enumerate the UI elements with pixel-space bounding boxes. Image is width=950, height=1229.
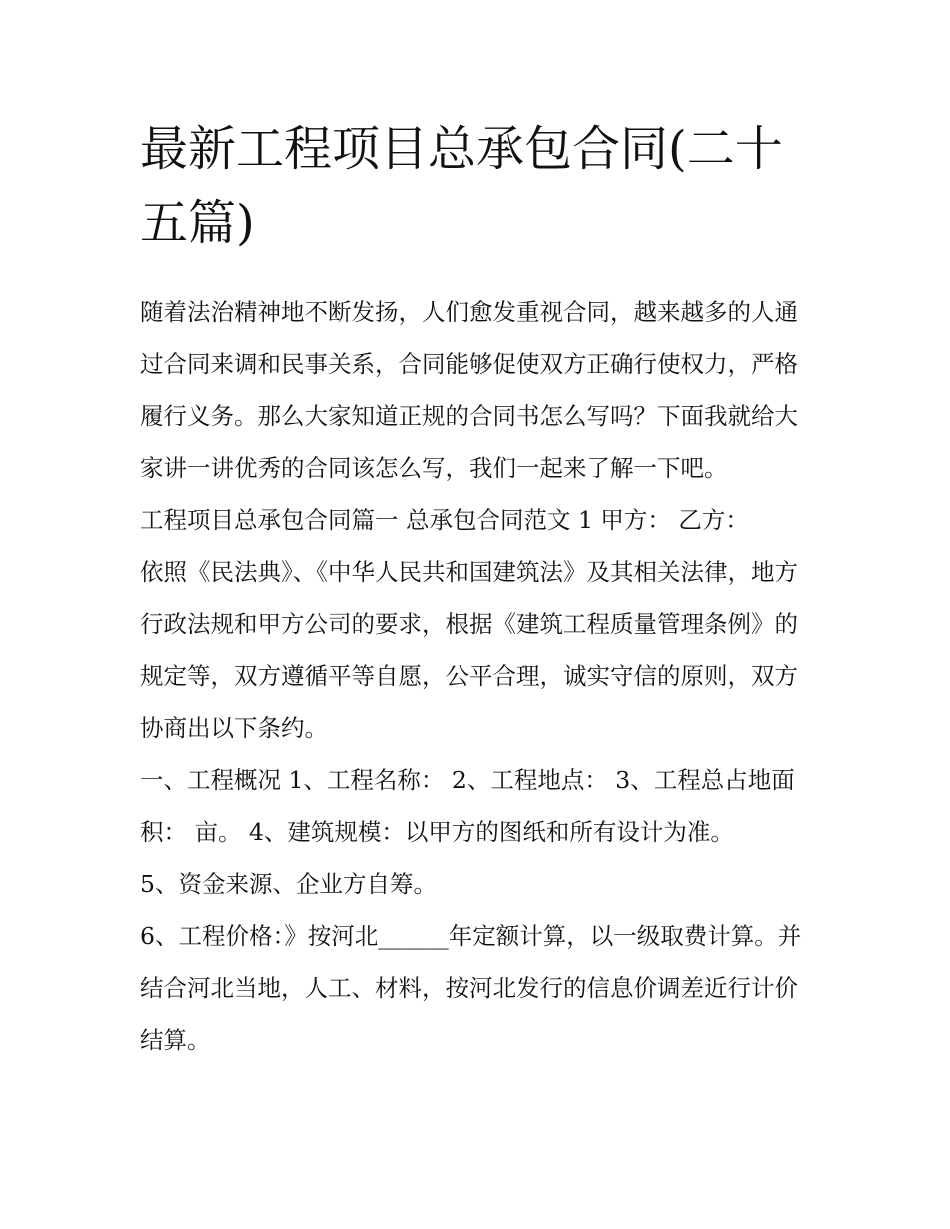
funding-paragraph: 5、资金来源、企业方自筹。: [140, 870, 437, 898]
section-heading-paragraph: 工程项目总承包合同篇一 总承包合同范文 1 甲方： 乙方：: [140, 506, 749, 534]
price-paragraph: 6、工程价格：》按河北______年定额计算，以一级取费计算。并结合河北当地，人工、材料，按河北发行的信息价调差近行计价结算。: [140, 922, 802, 1054]
intro-paragraph: 随着法治精神地不断发扬，人们愈发重视合同，越来越多的人通过合同来调和民事关系，合同能够促使双方正确行使权力，严格履行义务。那么大家知道正规的合同书怎么写吗？下面我就给大家讲一讲优秀的合同该怎么写，我们一起来了解一下吧。: [140, 298, 798, 482]
project-overview-paragraph: 一、工程概况 1、工程名称： 2、工程地点： 3、工程总占地面积： 亩。 4、建筑规模：以甲方的图纸和所有设计为准。: [140, 766, 795, 846]
legal-basis-paragraph: 依照《民法典》、《中华人民共和国建筑法》及其相关法律，地方行政法规和甲方公司的要求，根据《建筑工程质量管理条例》的规定等，双方遵循平等自愿，公平合理，诚实守信的原则，双方协商出以下条约。: [140, 558, 798, 742]
document-title: 最新工程项目总承包合同(二十五篇): [140, 121, 783, 251]
document-body: [140, 112, 812, 1066]
